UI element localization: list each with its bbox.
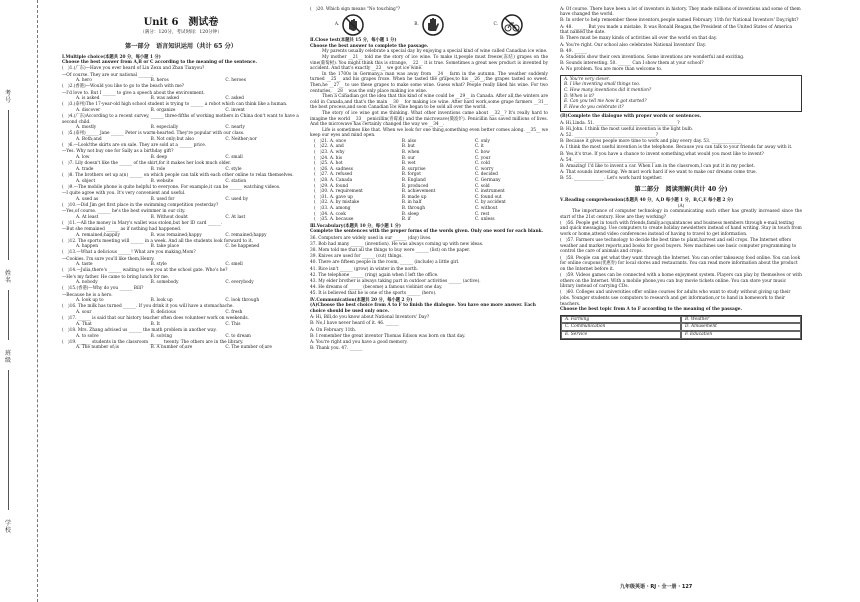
mc-options bbox=[62, 280, 300, 286]
vocab-item[interactable]: 44. He dreams of ______ (become) a famous violinist one day. bbox=[310, 285, 443, 291]
mc-option[interactable]: B. take place bbox=[150, 244, 179, 250]
section-title: Ⅳ.Communication(本题共 20 分，每小题 2 分) bbox=[310, 297, 413, 303]
mc-option[interactable]: B. Not only;but also bbox=[150, 137, 194, 143]
cloze-option[interactable]: C. it bbox=[474, 144, 484, 150]
mc-option[interactable]: A. happen bbox=[76, 244, 98, 250]
mc-option[interactable]: C. be happened bbox=[225, 244, 260, 250]
cloze-option[interactable]: B. produced bbox=[401, 183, 429, 189]
mc-options bbox=[62, 108, 300, 114]
cloze-option[interactable]: B. England bbox=[401, 178, 426, 184]
dialogue-line: B: No,I have never heard of it. 46. ______ bbox=[310, 321, 399, 327]
cloze-option[interactable]: ( )26. A. sadness bbox=[314, 166, 353, 172]
cloze-option[interactable]: C. only bbox=[474, 138, 490, 144]
palm-sign-icon bbox=[422, 14, 444, 36]
mc-option[interactable]: A. nobody bbox=[76, 280, 98, 286]
mc-option[interactable]: B. especially bbox=[150, 125, 179, 131]
dialogue-line[interactable]: A: I think the most useful invention is the telephone. Because you can talk to your friends far away with it. bbox=[560, 145, 793, 151]
mc-option[interactable]: A. Both;and bbox=[76, 137, 102, 143]
dialogue-line[interactable]: B: Yes,it's true. If you have a chance to invent something,what would you most like to invent? bbox=[560, 151, 764, 157]
mc-option[interactable]: B. delicious bbox=[150, 309, 176, 315]
mc-option[interactable]: C. look through bbox=[225, 298, 260, 304]
section-title: Ⅰ.Multiple choice(本题共 20 分，每小题 1 分) bbox=[62, 54, 161, 60]
dialogue-a-cont bbox=[560, 7, 802, 73]
choice-option: A. You're very clever. bbox=[564, 76, 610, 82]
mc-option[interactable]: A. At least bbox=[76, 214, 99, 220]
mc-question: ( )5.(泰州)______ Jane ______ Peter is warm-hearted. They're popular with our class. bbox=[62, 131, 245, 137]
mc-option[interactable]: C. used by bbox=[225, 196, 249, 202]
mc-options bbox=[62, 345, 300, 351]
cloze-paragraph: Then a Canadian got the idea that this kind of wine could be __29__ in Canada. After all,the winters are cold in Canada,and that's the main __30__ for making ice wine. After hard work,some grape farmers __31__ the best process,and soon Canadian ice wine began to be sold all over the world. bbox=[310, 94, 548, 111]
dialogue-line: B: 49. ______ bbox=[560, 48, 588, 54]
cloze-option[interactable]: C. found out bbox=[474, 194, 502, 200]
cloze-option[interactable]: ( )24. A. his bbox=[314, 155, 343, 161]
mc-question-line: —I'd love to. But I ______ to give a speech about the environment. bbox=[62, 90, 205, 96]
mc-question: ( )18. Mrs. Zhang advised us ______ the math problem in another way. bbox=[62, 327, 217, 333]
mc-question-line: —Because he is a hero. bbox=[62, 292, 113, 298]
page-title: Unit 6 测试卷 bbox=[143, 17, 219, 28]
mc-question: ( )4.(广东)According to a recent survey, ______ three-fifths of working mothers in China don't want to have a second child. bbox=[62, 114, 299, 125]
cloze-option[interactable]: ( )31. A. gave up bbox=[314, 194, 353, 200]
mc-option[interactable]: A. used as bbox=[76, 196, 99, 202]
mc-option[interactable]: C. everybody bbox=[225, 280, 254, 286]
cloze-options bbox=[310, 139, 548, 223]
section-instruction: (B)Complete the dialogue with proper words or sentences. bbox=[560, 114, 702, 120]
mc-question: ( )9.—The mobile phone is quite helpful to everyone. For example,it can be ______ watching videos. bbox=[62, 184, 281, 190]
section-title: Ⅴ.Reading comprehension(本题共 40 分，A,D 每小题 1 分，B,C,E 每小题 2 分) bbox=[560, 197, 734, 203]
mc-option[interactable]: C. heroes bbox=[225, 78, 246, 84]
mc-option[interactable]: B. used for bbox=[150, 196, 175, 202]
cloze-option[interactable]: B. but bbox=[401, 144, 415, 150]
part1-title: 第一部分 语言知识运用（共计 65 分） bbox=[125, 42, 237, 50]
cloze-option[interactable]: ( )22. A. and bbox=[314, 144, 344, 150]
mc-option[interactable]: A. sour bbox=[76, 309, 92, 315]
cloze-option[interactable]: B. also bbox=[401, 138, 417, 144]
topic-table bbox=[560, 315, 802, 340]
writing-line[interactable] bbox=[8, 110, 9, 260]
cloze-option[interactable]: ( )25. A. hot bbox=[314, 161, 343, 167]
reading-item: ( )60. Colleges and universities offer online courses for adults who want to study without giving up their jobs. Younger students use computers to research and get information,or to hand in homework to their teachers. bbox=[560, 290, 791, 307]
school-label: 学校 bbox=[4, 520, 11, 534]
mc-option[interactable]: B. heros bbox=[150, 78, 169, 84]
vocab-item[interactable]: 42. The telephone ______ (ring) again when I left the office. bbox=[310, 272, 439, 278]
mc-option[interactable]: A. low bbox=[76, 155, 90, 161]
cloze-option[interactable]: B. in half bbox=[401, 200, 422, 206]
cloze-option[interactable]: B. when bbox=[401, 150, 420, 156]
topic-option: C. Communication bbox=[561, 323, 681, 331]
mc-question: ( )6.—Look!the skirts are on sale. They are sold at a ______ price. bbox=[62, 143, 207, 149]
cloze-paragraph: In the 1700s in Germany,a man was away from __24__ farm in the autumn. The weather suddenly turned __25__ and his grapes froze. When he tasted the grapes,to his __26__,the grapes tasted so sweet. Then,he __27__ to use these grapes to make some wine. Guess what? People really liked his wine. For two centuries, __28__ was the only place making ice wine. bbox=[310, 71, 548, 94]
cloze-option[interactable]: ( )21. A. once bbox=[314, 138, 346, 144]
mc-question: ( )8. The brothers set up a(n) ______ on which people can talk with each other online to relax themselves. bbox=[62, 173, 294, 178]
vocab-item[interactable]: 38. Mom told me that all the things to buy were ______ (list) on the paper. bbox=[310, 247, 471, 253]
section-instruction: (A)Choose the best choice from A to F to finish the dialogue. You have one more answer. Each choice should be used only once. bbox=[310, 303, 536, 315]
dialogue-line: A: Of course. There have been a lot of inventors in history. They made millions of inventions and some of them have changed the world. bbox=[560, 6, 801, 18]
mc-option[interactable]: B. style bbox=[150, 262, 167, 268]
cloze-paragraph: The story of ice wine got me thinking. What other inventions came about __32__? It's really hard to imagine the world __33__ penicillin(青霉素) and the microwave(微波炉). Penicillin has saved millions of lives. And the microwave has certainly changed the way we __34__. bbox=[310, 110, 548, 128]
mc-question: ( )16. The milk has turned ______. If you drink it you will have a stomachache. bbox=[62, 304, 234, 310]
mc-question: ( )13.—What a delicious ______! What are you making,Mom? bbox=[62, 250, 196, 256]
mc-option[interactable]: B. somebody bbox=[150, 280, 179, 286]
cloze-option[interactable]: C. sold bbox=[474, 183, 490, 189]
mc-option[interactable]: B. Without doubt bbox=[150, 214, 188, 220]
mc-option[interactable]: A. is asked bbox=[76, 96, 100, 102]
column-1 bbox=[62, 6, 300, 566]
mc-option[interactable]: B. A number of;are bbox=[150, 345, 193, 351]
topic-option: E. Service bbox=[561, 331, 681, 339]
writing-line[interactable] bbox=[8, 370, 9, 510]
dialogue-line[interactable]: B: Hi,John. I think the most useful invention is the light bulb. bbox=[560, 126, 694, 132]
mc-option[interactable]: C. remained;happy bbox=[225, 232, 267, 238]
mc-option[interactable]: B. was remained;happy bbox=[150, 232, 202, 238]
dialogue-line[interactable]: B: Because it gives people more time to work and play every day. 53. ______________ bbox=[560, 139, 742, 145]
cloze-option[interactable]: B. achievement bbox=[401, 189, 436, 195]
choice-box bbox=[560, 75, 802, 113]
cloze-option[interactable]: ( )34. A. cook bbox=[314, 211, 346, 217]
choice-option: E. Can you tell me how it got started? bbox=[564, 99, 647, 105]
mc-list bbox=[62, 66, 300, 351]
question-20: ( )20. Which sign means "No touching"? bbox=[310, 6, 401, 12]
reading-item: ( )56. People get in touch with friends,family,acquaintances and business members through e-mail,texting and quick messaging. Use computers to create holiday newsletters instead of hand writing. Stay in touch from work or home,attend video conferences instead of having to travel to get information. bbox=[560, 220, 802, 238]
number-label: 考号 bbox=[4, 90, 11, 104]
mc-question: ( )15.(香港)—Why do you ______ Bill? bbox=[62, 286, 144, 292]
vocab-item[interactable]: 41. Rice isn't ______ (grow) in winter in the north. bbox=[310, 266, 418, 272]
mc-option[interactable]: C. Neither;nor bbox=[225, 137, 257, 143]
topic-option: F. Education bbox=[681, 331, 801, 339]
writing-line[interactable] bbox=[8, 290, 9, 340]
choice-option: F. How do you celebrate it? bbox=[564, 104, 624, 110]
cloze-paragraph: My mother __21__ told me the story of ice wine. To make it,people must freeze(冻结) grapes on the vine(葡萄树). You might think this is strange, __22__ it is true. Sometimes a great new product is invented by accident. And that's exactly __23__ we got ice wine. bbox=[310, 54, 548, 72]
mc-option[interactable]: B. role bbox=[150, 166, 166, 172]
dialogue-line[interactable]: A: Hi,Linda. 51. ______________________________________? bbox=[560, 120, 680, 126]
page-footer: 九年级英语 · RJ · 全一册 · 127 bbox=[620, 584, 693, 590]
mc-options bbox=[62, 298, 300, 304]
mc-options bbox=[62, 179, 300, 185]
mc-options bbox=[62, 167, 300, 173]
cloze-option[interactable]: B. through bbox=[401, 206, 426, 211]
topic-option: B. Weather bbox=[681, 316, 801, 324]
cloze-option[interactable]: C. instrument bbox=[474, 189, 505, 195]
cloze-option-row bbox=[310, 217, 548, 223]
mc-options bbox=[62, 78, 300, 84]
dialogue-line[interactable]: A: 52. ______________________________________? bbox=[560, 133, 659, 138]
mc-option[interactable]: A. hero bbox=[76, 78, 92, 84]
topic-option: D. Amusement bbox=[681, 323, 801, 331]
mc-option[interactable]: C. This bbox=[225, 321, 241, 327]
mc-option[interactable]: B. organize bbox=[150, 107, 176, 113]
dialogue-line: B: Sounds interesting. 50. ______ Can I show them at your school? bbox=[560, 61, 704, 67]
dialogue-line: A: No problem. You are more than welcome to. bbox=[560, 67, 663, 73]
cloze-paragraph: Life is sometimes like that. When we look for one thing,something even better comes along. __35__ we keep our eyes and mind open. bbox=[310, 127, 548, 139]
dialogue-line: A: 48. ______ But you made a mistake. It was Ronald Reagan,the President of the United States of America that named the date. bbox=[560, 24, 793, 36]
mc-options bbox=[62, 96, 300, 102]
mc-option[interactable]: C. station bbox=[225, 178, 247, 184]
cloze-option[interactable]: C. cold bbox=[474, 161, 490, 167]
cloze-option[interactable]: C. Germany bbox=[474, 178, 501, 184]
sign-label: A. bbox=[334, 22, 340, 28]
cloze-option[interactable]: ( )35. A. because bbox=[314, 217, 354, 223]
mc-question-line: —But she remained ______ as if nothing had happened. bbox=[62, 226, 182, 232]
mc-option[interactable]: C. small bbox=[225, 155, 243, 161]
dialogue-a bbox=[310, 315, 548, 352]
mc-question: ( )7. Lily doesn't like the ______ of the skirt,for it makes her look much older. bbox=[62, 161, 232, 167]
cloze-option[interactable]: C. unless bbox=[474, 217, 495, 223]
dialogue-line: B: There must be many kinds of activities all over the world on that day. bbox=[560, 36, 718, 42]
cloze-option[interactable]: B. sleep bbox=[401, 211, 420, 217]
mc-option[interactable]: A. The number of;is bbox=[76, 345, 119, 351]
dialogue-line[interactable]: B: 55. ______________. Let's work hard together. bbox=[560, 176, 663, 182]
mc-option[interactable]: C. asked bbox=[225, 96, 244, 102]
column-2 bbox=[310, 6, 548, 586]
dialogue-line: A: You're right and you have a good memory. bbox=[310, 339, 408, 345]
binding-margin bbox=[0, 0, 38, 602]
mc-option[interactable]: B. was asked bbox=[150, 96, 180, 102]
name-label: 姓名 bbox=[4, 270, 11, 284]
mc-options bbox=[62, 244, 300, 250]
cloze-option[interactable]: ( )30. A. requirement bbox=[314, 189, 363, 195]
mc-options bbox=[62, 197, 300, 203]
cloze-option[interactable]: C. how bbox=[474, 150, 490, 156]
dialogue-b bbox=[560, 121, 802, 182]
mc-options bbox=[62, 262, 300, 268]
mc-options bbox=[62, 155, 300, 161]
section-title: Ⅲ.Vocabulary(本题共 10 分，每小题 1 分) bbox=[310, 223, 401, 229]
cloze-option[interactable]: ( )28. A. Canada bbox=[314, 178, 353, 184]
cloze-option[interactable]: B. if bbox=[401, 217, 411, 223]
passage-intro: The importance of computer technology in communicating each other has greatly increased since the start of the 21st century. How are they working? bbox=[560, 209, 802, 220]
mc-question: ( )3.(泰州)The 17-year-old high school student is trying to ______ a robot which can think like a human. bbox=[62, 102, 288, 108]
mc-option[interactable]: B. look up bbox=[150, 298, 173, 304]
cloze-option[interactable]: ( )29. A. found bbox=[314, 183, 349, 189]
dialogue-line: B: I remember the great inventor Thomas Edison was born on that day. bbox=[310, 333, 466, 339]
mc-option[interactable]: B. deep bbox=[150, 155, 168, 161]
dialogue-line[interactable]: A: That sounds interesting. We must work hard if we want to make our dreams come true. bbox=[560, 170, 757, 176]
cloze-option[interactable]: C. worry bbox=[474, 166, 494, 172]
mc-question: ( )11.—All the money in Mary's wallet was stolen,but her ID card ______. bbox=[62, 220, 223, 226]
sign-label: B. bbox=[414, 22, 419, 28]
mc-question: ( )10.—Did Jim get first place in the swimming competition yesterday? bbox=[62, 202, 219, 208]
section-instruction: Complete the sentences with the proper forms of the words given. Only one word for each blank. bbox=[310, 229, 544, 235]
vocab-item[interactable]: 45. It is believed that he is one of the sports ______ (hero). bbox=[310, 291, 437, 297]
choice-option: D. When is it? bbox=[564, 93, 595, 99]
cloze-paragraph: My parents usually celebrate a special day by enjoying a special kind of wine called Canadian ice wine. bbox=[322, 49, 548, 55]
vocab-list bbox=[310, 236, 548, 297]
mc-question-line: —He's my father. He came to bring lunch for me. bbox=[62, 274, 170, 280]
cloze-option[interactable]: ( )23. A. why bbox=[314, 150, 345, 156]
cloze-option[interactable]: C. rest bbox=[474, 211, 490, 217]
choice-option: B. I like inventing small things too. bbox=[564, 82, 641, 88]
class-label: 班级 bbox=[4, 350, 11, 364]
section-instruction: Choose the best answer to complete the passage. bbox=[310, 43, 429, 49]
cloze-option[interactable]: C. decided bbox=[474, 172, 498, 178]
cloze-option[interactable]: B. surprise bbox=[401, 166, 426, 172]
mc-question: ( )12. The sports meeting will ______ in a week. And all the students look forward to it. bbox=[62, 238, 253, 244]
hand-sign-icon bbox=[342, 14, 364, 36]
cloze-option[interactable]: B. wet bbox=[401, 161, 416, 167]
section-instruction: Choose the best topic from A to F according to the meaning of the passage. bbox=[560, 307, 742, 313]
dialogue-line[interactable]: B: Amazing! I'd like to invent a car. When I am in the classroom,I can put it in my pocket. bbox=[560, 163, 755, 169]
vocab-item[interactable]: 39. Knives are used for ______ (cut) things. bbox=[310, 254, 403, 260]
mc-option[interactable]: A. object bbox=[76, 178, 96, 184]
reading-item: ( )59. Videos games can be connected with a home enjoyment system. Players can play by themselves or with others on the Internet. With a mobile phone,you can buy movie tickets online. You can store your music library instead of carrying CDs. bbox=[560, 273, 802, 290]
mc-option[interactable]: A. remained;happily bbox=[76, 232, 120, 238]
mc-option[interactable]: A. to solve bbox=[76, 333, 99, 339]
section-instruction: Choose the best answer from A,B or C according to the meaning of the sentence. bbox=[62, 60, 257, 66]
column-3 bbox=[560, 6, 802, 586]
dialogue-line: B: Thank you. 47. ______ bbox=[310, 346, 363, 352]
topic-option: A. Farming bbox=[561, 316, 681, 324]
dialogue-line: A: On February 11th. bbox=[310, 327, 357, 333]
vocab-item[interactable]: 43. My elder brother is always taking part in outdoor activities ______ (active). bbox=[310, 278, 481, 284]
reading-list bbox=[560, 221, 802, 307]
mc-options bbox=[62, 310, 300, 316]
vocab-item[interactable]: 37. Bob had many ______ (invention). He was always coming up with new ideas. bbox=[310, 241, 484, 247]
mc-question: ( )19. ______ students in the classroom ______ twenty. The others are in the library. bbox=[62, 339, 244, 345]
mc-option[interactable]: A. trade bbox=[76, 166, 94, 172]
choice-option: C. How many inventions did it mention? bbox=[564, 88, 652, 94]
page-subtitle: （满分：120分，考试时间：120分钟） bbox=[140, 30, 222, 35]
mc-question: ( )2.(香港)—Would you like to go to the beach with me? bbox=[62, 84, 185, 90]
no-bike-sign-icon bbox=[501, 14, 523, 36]
mc-option[interactable]: A. That bbox=[76, 321, 92, 327]
mc-options bbox=[62, 334, 300, 340]
part2-title: 第二部分 阅读理解(共计 40 分) bbox=[634, 185, 728, 193]
dialogue-line: A: Students show their own inventions. Some inventions are wonderful and exciting. bbox=[560, 54, 745, 60]
cloze-option[interactable]: B. forgot bbox=[401, 172, 421, 178]
mc-option[interactable]: B. solving bbox=[150, 333, 173, 339]
reading-item: ( )58. People can get what they want through the Internet. You can order takeaway food online. You can look for online coupons(优惠券) for local stores and restaurants. You can read more information about the product on the Internet before it. bbox=[560, 255, 801, 272]
cloze-passage bbox=[310, 49, 548, 139]
sign-label: C. bbox=[493, 22, 499, 28]
mc-question: ( )1.(广东)—Have you ever heard of Lin Zexu and Zhan Tianyou? bbox=[62, 66, 205, 72]
cloze-option[interactable]: ( )33. A. among bbox=[314, 206, 351, 211]
cloze-option[interactable]: C. by accident bbox=[474, 200, 506, 206]
mc-question-line: —Cookies. I'm sure you'll like them,Henry. bbox=[62, 256, 155, 262]
mc-option[interactable]: A. discover bbox=[76, 107, 101, 113]
dialogue-line: B: In order to help remember these inventors,people named February 11th for National Inventors' Day,right? bbox=[560, 18, 799, 24]
cloze-option[interactable]: ( )27. A. refused bbox=[314, 172, 353, 178]
mc-option[interactable]: C. At last bbox=[225, 214, 246, 220]
mc-option[interactable]: B. website bbox=[150, 178, 174, 184]
mc-option[interactable]: B. It bbox=[150, 321, 160, 327]
mc-options bbox=[62, 233, 300, 239]
mc-question-line: —Yes,of course. ______ he's the best swimmer in our city. bbox=[62, 208, 186, 214]
vocab-item[interactable]: 36. Computers are widely used in our ______ (day) lives. bbox=[310, 235, 432, 241]
mc-option[interactable]: C. The number of;are bbox=[225, 345, 272, 351]
mc-options bbox=[62, 322, 300, 328]
mc-option[interactable]: A. mostly bbox=[76, 125, 97, 131]
mc-question-line: —Of course. They are our national ______. bbox=[62, 72, 153, 78]
passage-label: (A) bbox=[677, 203, 685, 209]
mc-option[interactable]: C. smell bbox=[225, 262, 243, 268]
cloze-option[interactable]: ( )32. A. by mistake bbox=[314, 200, 360, 206]
mc-options bbox=[62, 215, 300, 221]
sign-options bbox=[310, 14, 548, 36]
mc-option[interactable]: C. style bbox=[225, 166, 242, 172]
mc-option[interactable]: C. fresh bbox=[225, 309, 243, 315]
cloze-option[interactable]: C. without bbox=[474, 206, 498, 211]
reading-item: ( )57. Farmers use technology to decide the best time to plant,harvest and sell crops. The Internet offers weather and market reports,and books for good buyers. New machines use basic computer programming to control the care of animals and crops. bbox=[560, 238, 797, 255]
mc-question-line: —I quite agree with you. It's very convenient and useful. bbox=[62, 190, 186, 196]
cloze-option[interactable]: C. your bbox=[474, 155, 491, 161]
cloze-option[interactable]: B. our bbox=[401, 155, 416, 161]
dialogue-line: A: You're right. Our school also celebrates National Inventors' Day. bbox=[560, 42, 707, 48]
mc-option[interactable]: A. look up to bbox=[76, 298, 104, 304]
dialogue-line[interactable]: A: 54. ______________________________________ bbox=[560, 157, 656, 163]
mc-question-line: —Yes. Why not buy one for Sally as a birthday gift? bbox=[62, 149, 174, 155]
dialogue-line: A: Hi, Bill,do you know about National Inventors' Day? bbox=[310, 315, 430, 321]
mc-option[interactable]: C. nearly bbox=[225, 125, 245, 131]
mc-option[interactable]: A. taste bbox=[76, 262, 93, 268]
mc-question: ( )14.—Julia,there's ______ waiting to see you at the school gate. Who's he? bbox=[62, 268, 228, 274]
mc-question: ( )17. ______ is said that our history teacher often does volunteer work on weekends. bbox=[62, 316, 249, 322]
section-title: Ⅱ.Close test(本题共 15 分，每小题 1 分) bbox=[310, 38, 397, 44]
cloze-option[interactable]: B. made up bbox=[401, 194, 427, 200]
mc-option[interactable]: C. to dream bbox=[225, 333, 251, 339]
mc-options bbox=[62, 137, 300, 143]
vocab-item[interactable]: 40. There are fifteen people in the room, ______ (include) a little girl. bbox=[310, 260, 460, 266]
mc-option[interactable]: C. invent bbox=[225, 107, 245, 113]
